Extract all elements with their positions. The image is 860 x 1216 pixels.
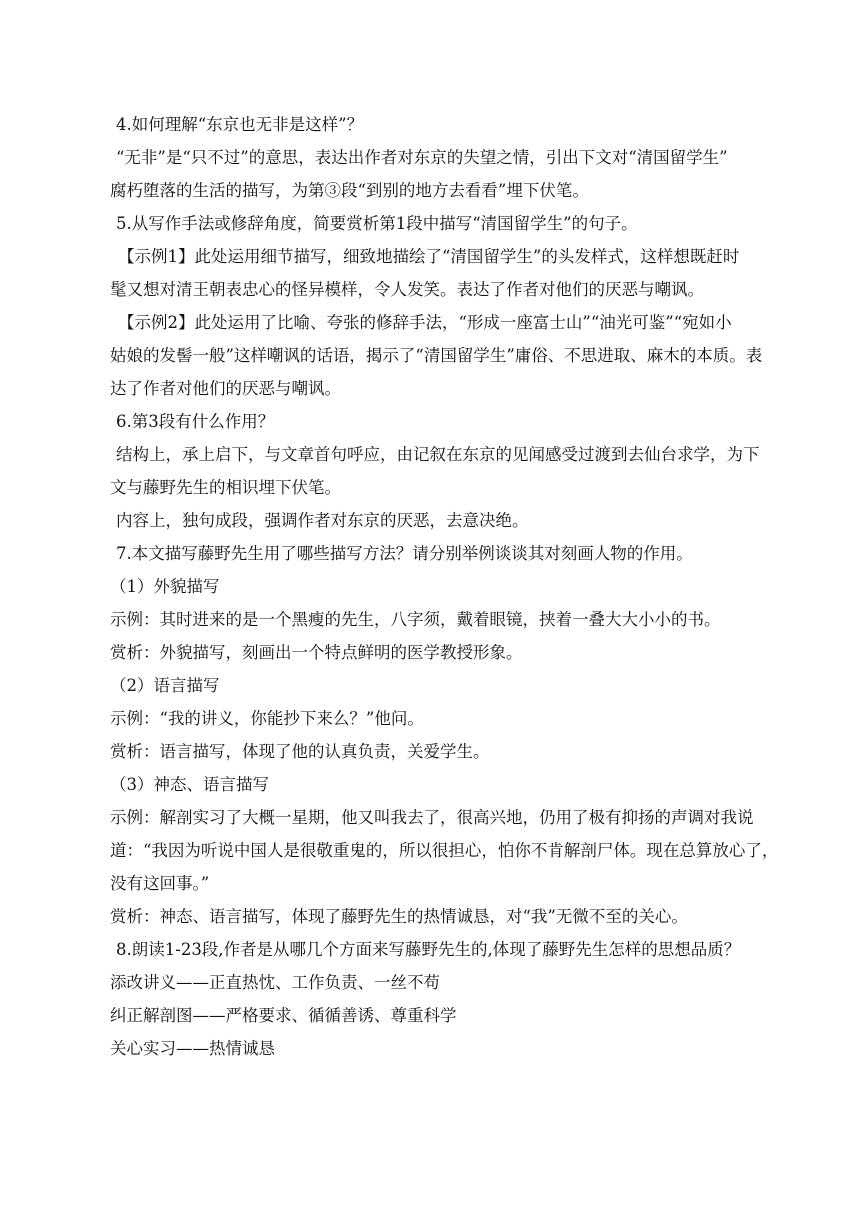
example-1-line-2: 髦又想对清王朝表忠心的怪异模样，令人发笑。表达了作者对他们的厌恶与嘲讽。 bbox=[110, 280, 704, 299]
answer-6-structure-line-1: 结构上，承上启下，与文章首句呼应，由记叙在东京的见闻感受过渡到去仙台求学，为下 bbox=[116, 445, 760, 464]
answer-4-line-2: 腐朽堕落的生活的描写，为第③段“到别的地方去看看”埋下伏笔。 bbox=[110, 181, 589, 200]
example-2-line-1: 【示例2】此处运用了比喻、夸张的修辞手法，“形成一座富士山”“油光可鉴”“宛如小 bbox=[118, 313, 732, 332]
answer-4-line-1: “无非”是“只不过”的意思，表达出作者对东京的失望之情，引出下文对“清国留学生” bbox=[116, 148, 728, 167]
method-3-example-line-1: 示例：解剖实习了大概一星期，他又叫我去了，很高兴地，仍用了极有抑扬的声调对我说 bbox=[110, 808, 754, 827]
question-4: 4.如何理解“东京也无非是这样”？ bbox=[116, 115, 364, 134]
aspect-2: 纠正解剖图——严格要求、循循善诱、尊重科学 bbox=[110, 1006, 457, 1025]
method-3-heading: （3）神态、语言描写 bbox=[110, 775, 269, 794]
method-3-analysis: 赏析：神态、语言描写，体现了藤野先生的热情诚恳，对“我”无微不至的关心。 bbox=[110, 907, 688, 926]
method-3-example-line-3: 没有这回事。” bbox=[110, 874, 210, 893]
method-2-analysis: 赏析：语言描写，体现了他的认真负责，关爱学生。 bbox=[110, 742, 490, 761]
method-1-heading: （1）外貌描写 bbox=[110, 577, 220, 596]
method-2-example: 示例：“我的讲义，你能抄下来么？”他问。 bbox=[110, 709, 424, 728]
question-6: 6.第3段有什么作用？ bbox=[116, 412, 275, 431]
method-1-analysis: 赏析：外貌描写，刻画出一个特点鲜明的医学教授形象。 bbox=[110, 643, 523, 662]
method-3-example-line-2: 道：“我因为听说中国人是很敬重鬼的，所以很担心，怕你不肯解剖尸体。现在总算放心了， bbox=[110, 841, 779, 860]
question-8: 8.朗读1-23段,作者是从哪几个方面来写藤野先生的,体现了藤野先生怎样的思想品质？ bbox=[116, 940, 741, 959]
question-7: 7.本文描写藤野先生用了哪些描写方法？请分别举例谈谈其对刻画人物的作用。 bbox=[116, 544, 693, 563]
method-1-example: 示例：其时进来的是一个黑瘦的先生，八字须，戴着眼镜，挟着一叠大大小小的书。 bbox=[110, 610, 721, 629]
aspect-1: 添改讲义——正直热忱、工作负责、一丝不苟 bbox=[110, 973, 440, 992]
method-2-heading: （2）语言描写 bbox=[110, 676, 220, 695]
question-5: 5.从写作手法或修辞角度，简要赏析第1段中描写“清国留学生”的句子。 bbox=[116, 214, 638, 233]
aspect-3: 关心实习——热情诚恳 bbox=[110, 1039, 275, 1058]
example-2-line-2: 姑娘的发髻一般”这样嘲讽的话语，揭示了“清国留学生”庸俗、不思进取、麻木的本质。表 bbox=[110, 346, 763, 365]
document-body bbox=[110, 108, 779, 1065]
answer-6-content: 内容上，独句成段，强调作者对东京的厌恶，去意决绝。 bbox=[116, 511, 529, 530]
example-2-line-3: 达了作者对他们的厌恶与嘲讽。 bbox=[110, 379, 341, 398]
example-1-line-1: 【示例1】此处运用细节描写，细致地描绘了“清国留学生”的头发样式，这样想既赶时 bbox=[118, 247, 740, 266]
answer-6-structure-line-2: 文与藤野先生的相识埋下伏笔。 bbox=[110, 478, 341, 497]
